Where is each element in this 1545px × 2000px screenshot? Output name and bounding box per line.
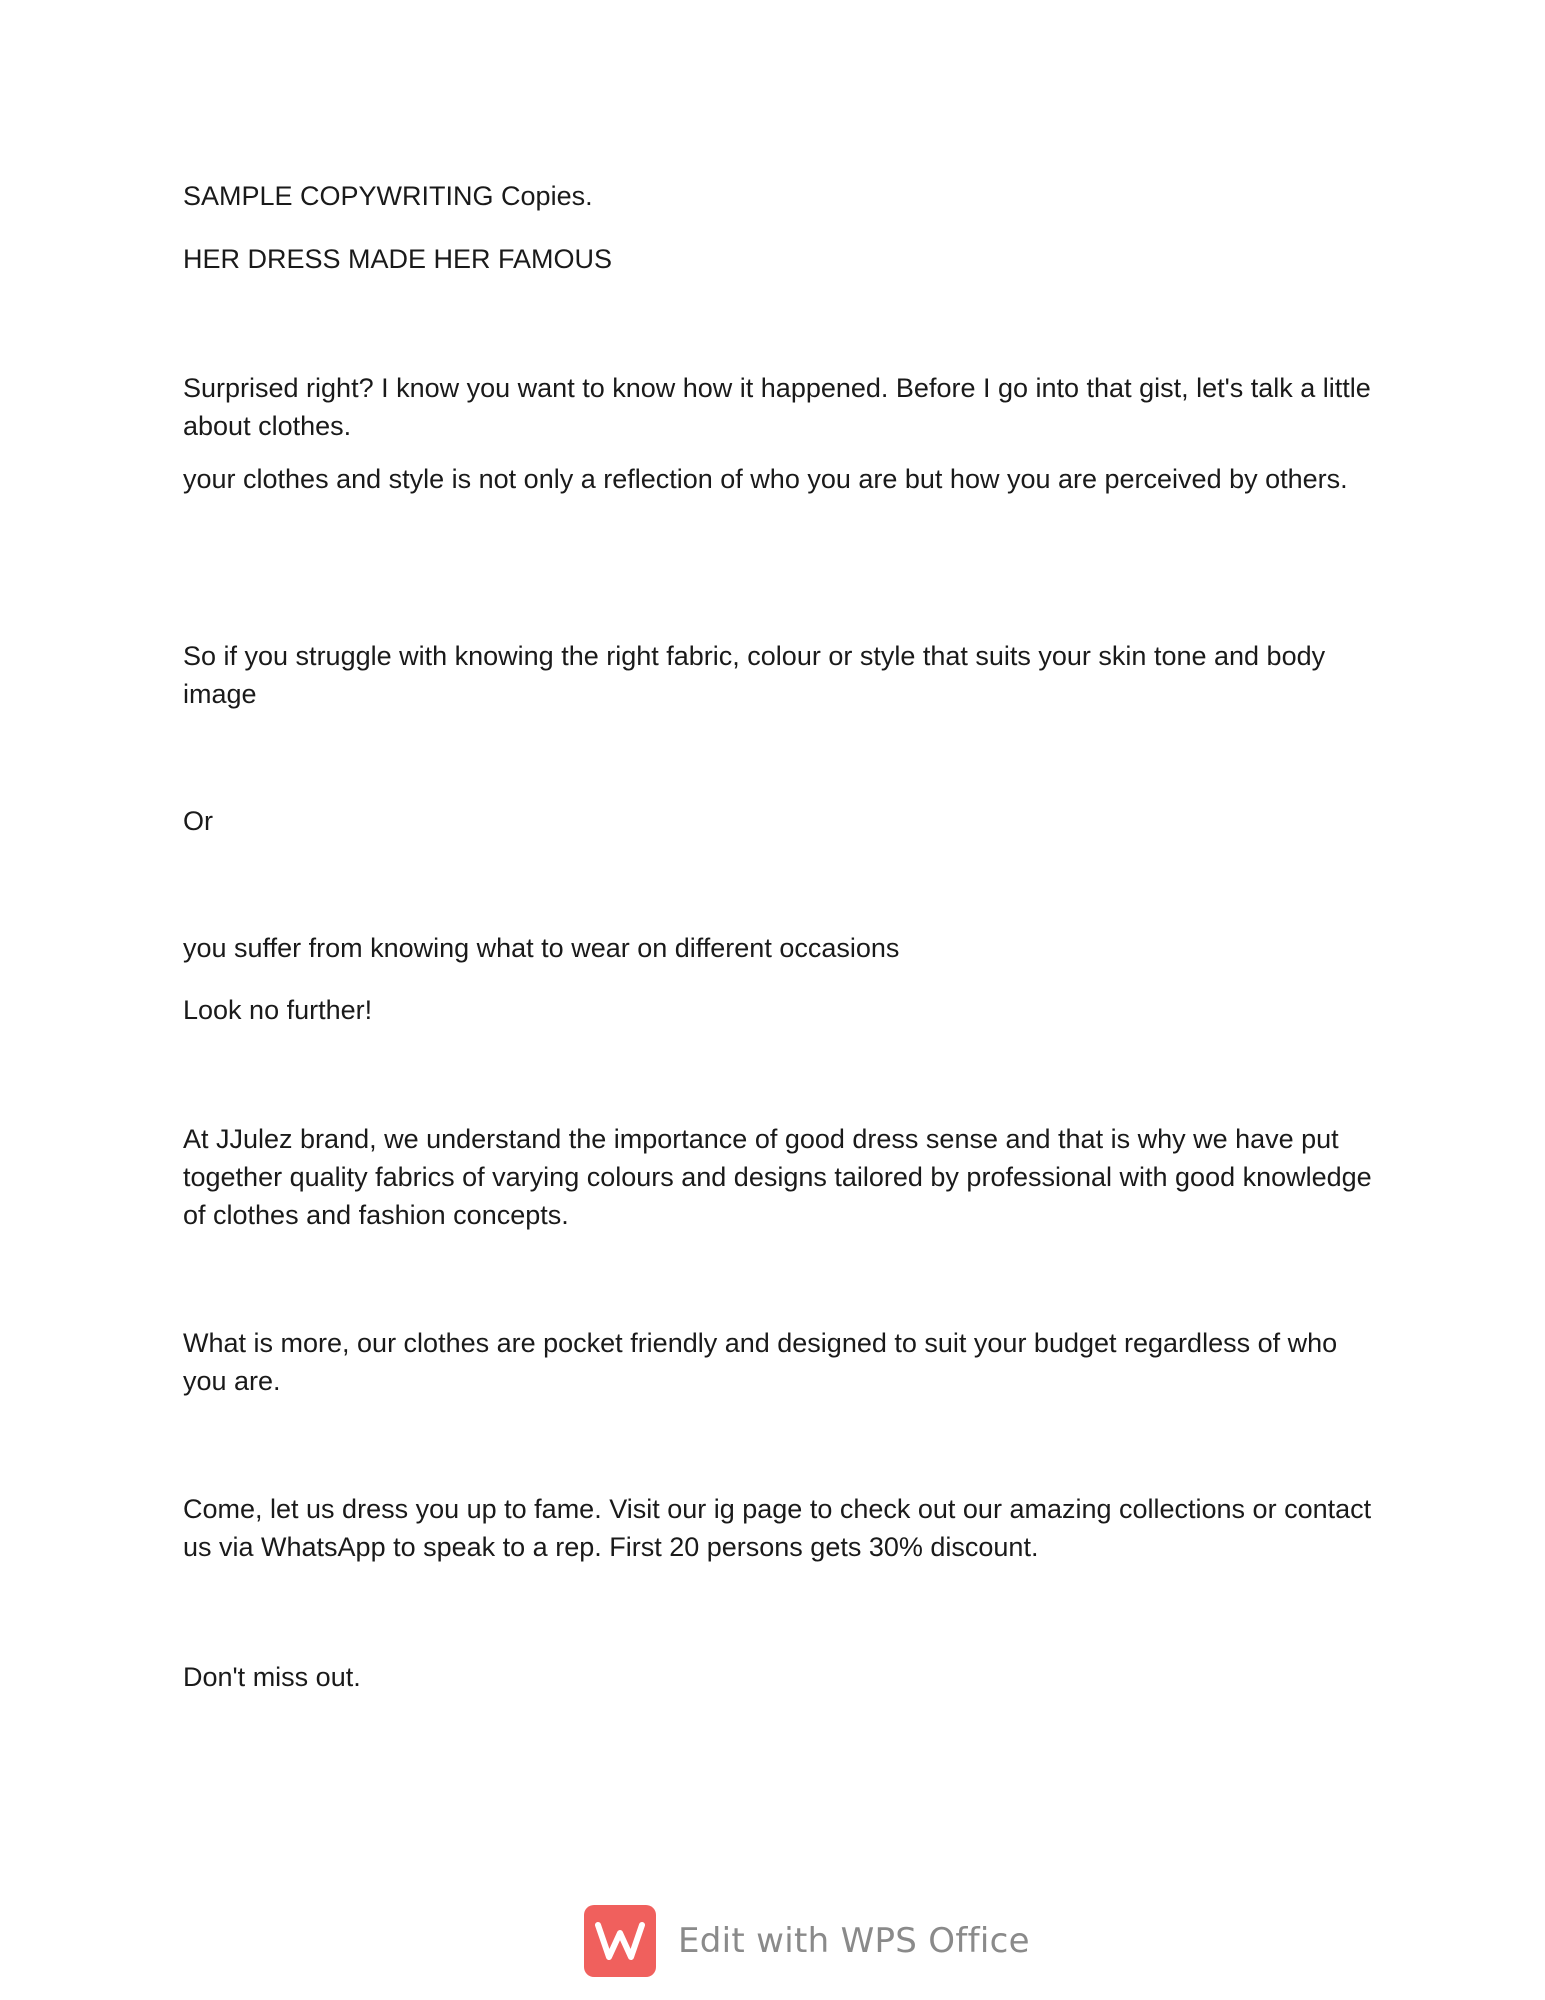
paragraph-clothes-style: your clothes and style is not only a reflection of who you are but how you are perceived by others. [183, 464, 1348, 494]
paragraph-struggle: So if you struggle with knowing the right fabric, colour or style that suits your skin tone and body image [183, 641, 1326, 709]
paragraph-occasions: you suffer from knowing what to wear on different occasions [183, 933, 900, 963]
edit-with-wps-label[interactable]: Edit with WPS Office [678, 1921, 1030, 1961]
paragraph-pricing: What is more, our clothes are pocket friendly and designed to suit your budget regardless of who you are. [183, 1328, 1338, 1396]
paragraph-brand: At JJulez brand, we understand the importance of good dress sense and that is why we have put together quality fabrics of varying colours and designs tailored by professional with good knowledge of clothes and fashion concepts. [183, 1124, 1372, 1230]
paragraph-or: Or [183, 806, 213, 836]
paragraph-closing: Don't miss out. [183, 1662, 361, 1692]
paragraph-intro: Surprised right? I know you want to know how it happened. Before I go into that gist, let's talk a little about clothes. [183, 373, 1371, 441]
paragraph-call-to-action: Come, let us dress you up to fame. Visit our ig page to check out our amazing collections or contact us via WhatsApp to speak to a rep. First 20 persons gets 30% discount. [183, 1494, 1372, 1562]
doc-headline: HER DRESS MADE HER FAMOUS [183, 244, 613, 274]
paragraph-look-no-further: Look no further! [183, 995, 373, 1025]
wps-logo-icon [584, 1905, 656, 1977]
edit-with-wps-banner[interactable] [584, 1905, 1030, 1977]
doc-title: SAMPLE COPYWRITING Copies. [183, 181, 593, 211]
